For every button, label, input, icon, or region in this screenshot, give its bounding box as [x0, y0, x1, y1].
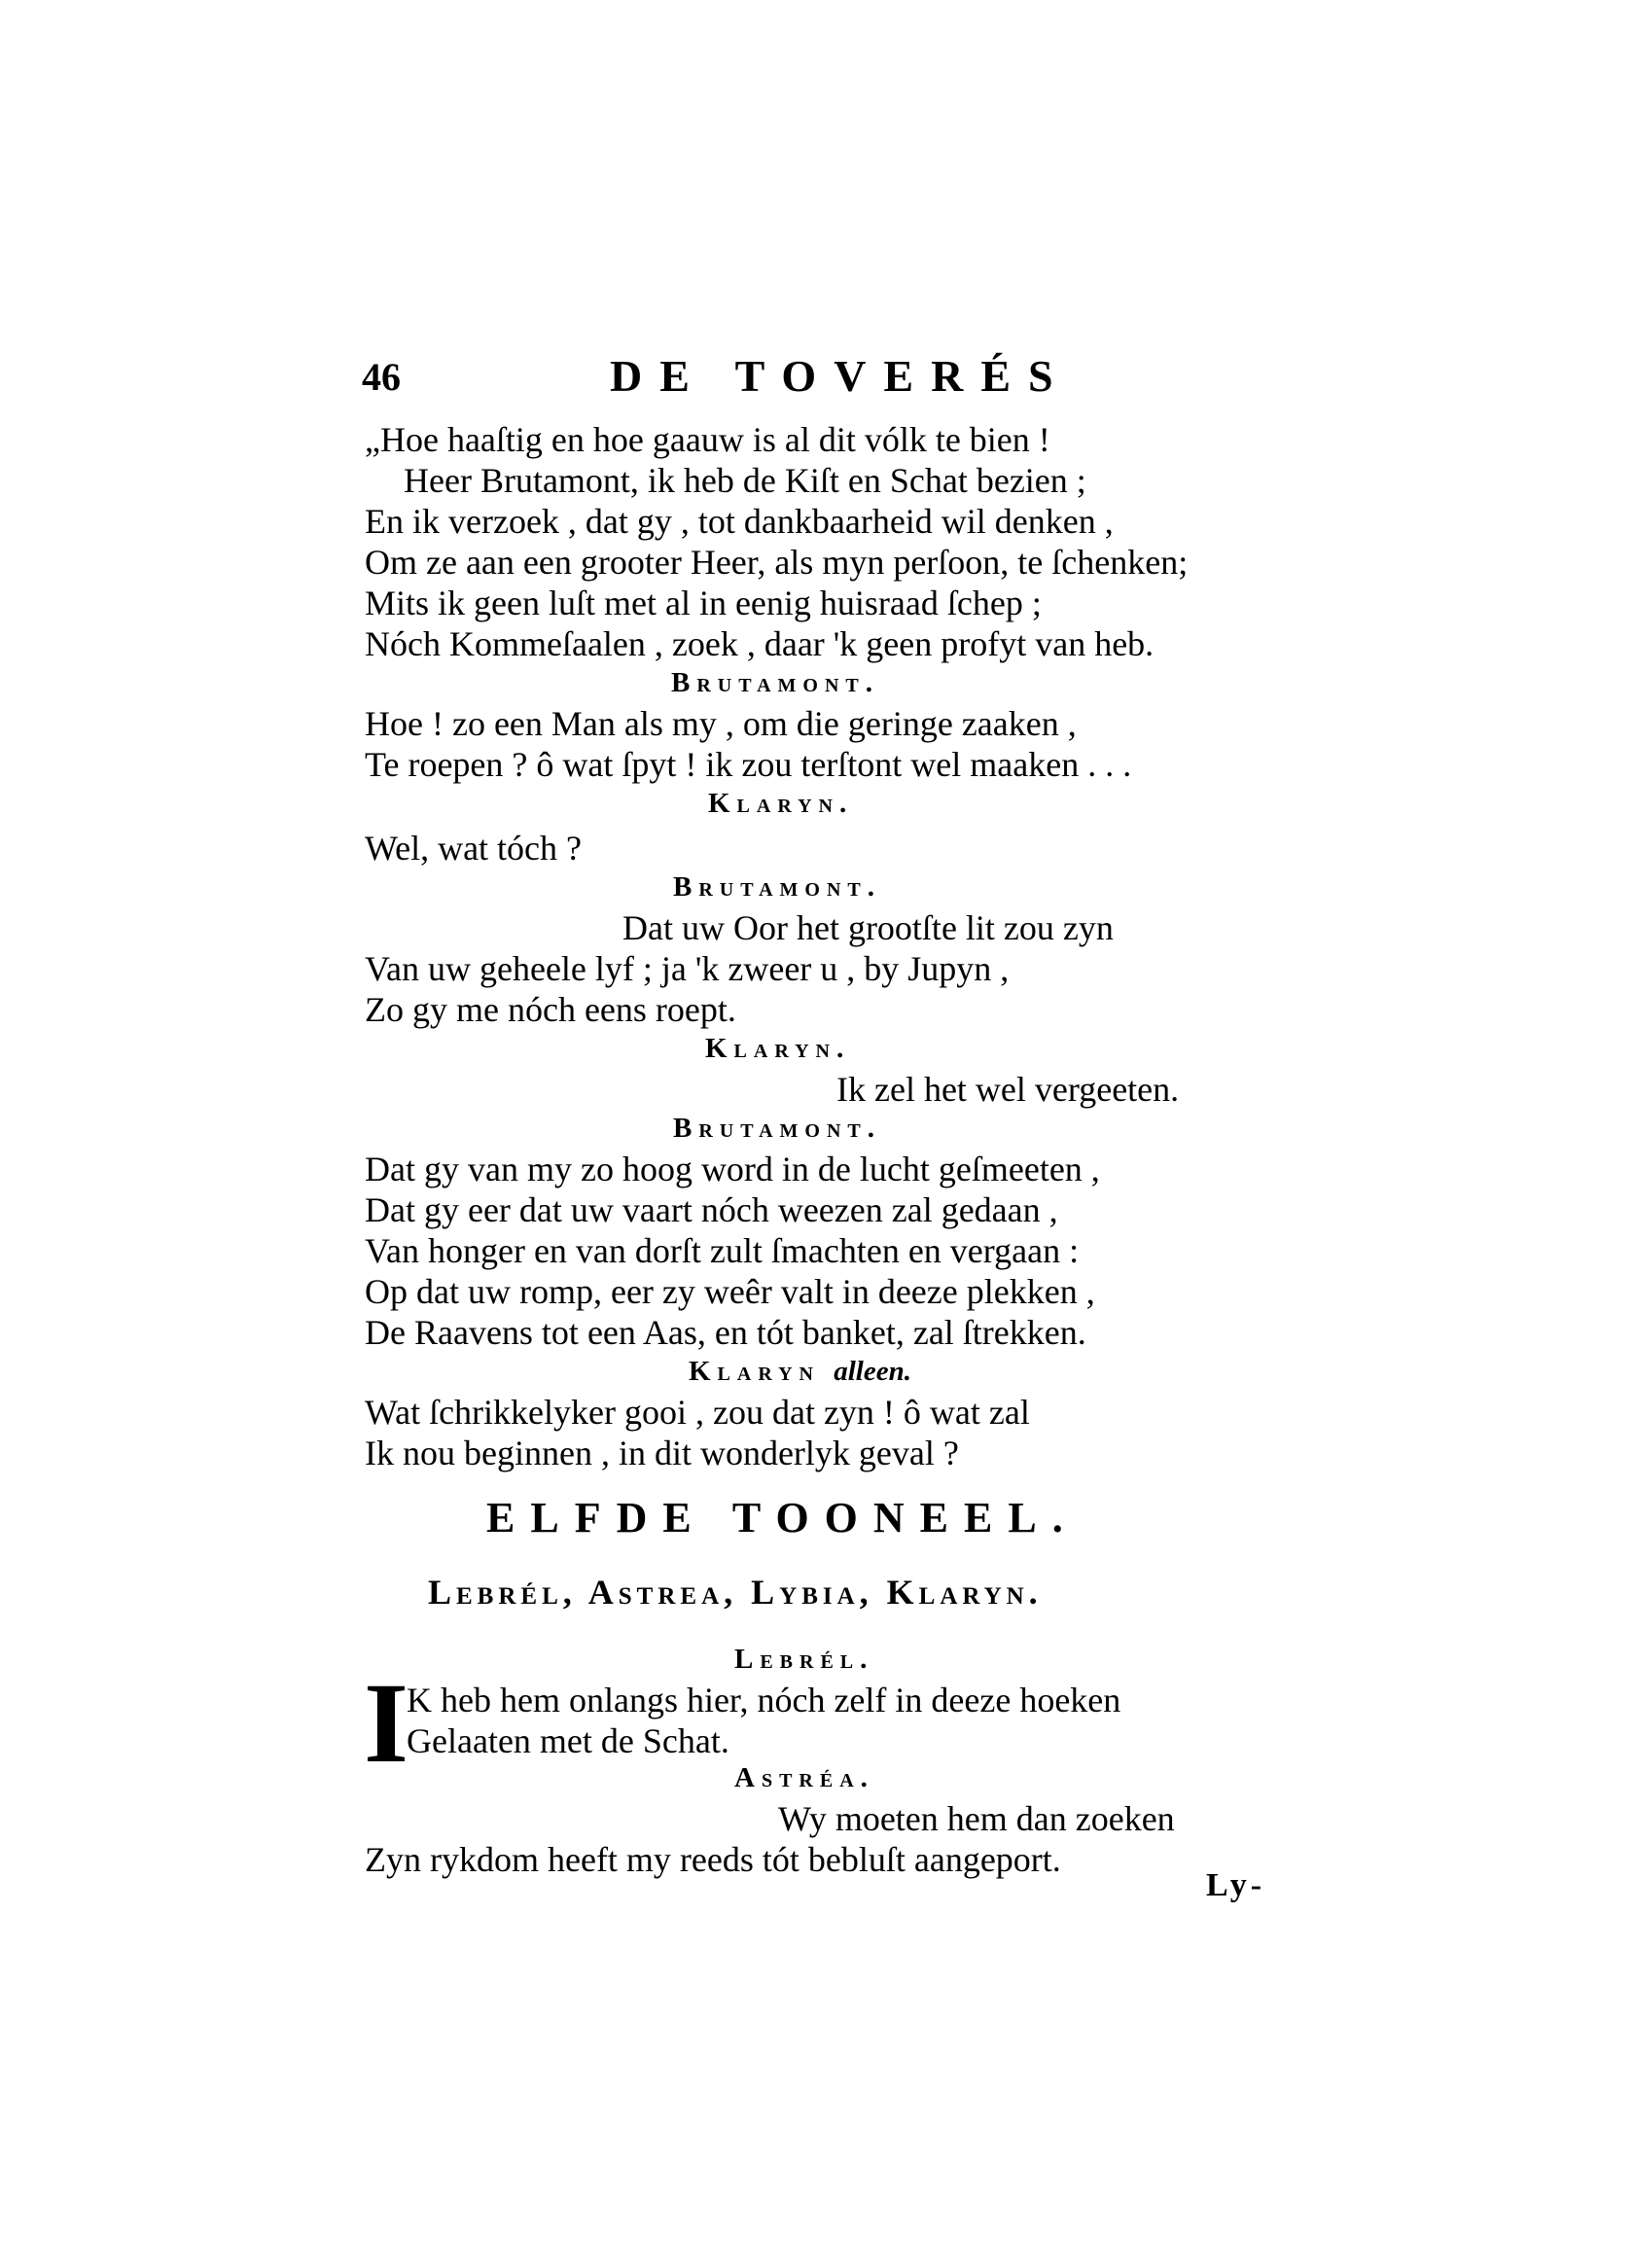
drop-cap: I [364, 1659, 408, 1787]
speaker-name: Klaryn. [708, 788, 854, 819]
running-title: DE TOVERÉS [610, 351, 1071, 401]
verse-line: En ik verzoek , dat gy , tot dankbaarheid wil denken , [365, 502, 1114, 541]
verse-line: Op dat uw romp, eer zy weêr valt in deeze plekken , [365, 1272, 1095, 1311]
speaker-label: Klaryn [689, 1356, 820, 1387]
verse-line: Zyn rykdom heeft my reeds tót bebluſt aangeport. [365, 1840, 1061, 1879]
verse-line: Van honger en van dorſt zult ſmachten en vergaan : [365, 1231, 1080, 1270]
verse-line: Om ze aan een grooter Heer, als myn perſoon, te ſchenken; [365, 543, 1189, 582]
cast-list: Lebrél, Astrea, Lybia, Klaryn. [428, 1573, 1043, 1612]
verse-line: Wy moeten hem dan zoeken [778, 1799, 1175, 1838]
verse-line: Wat ſchrikkelyker gooi , zou dat zyn ! ô wat zal [365, 1393, 1030, 1432]
verse-line: Dat gy van my zo hoog word in de lucht geſmeeten , [365, 1150, 1100, 1188]
verse-line: Heer Brutamont, ik heb de Kiſt en Schat bezien ; [404, 461, 1086, 500]
speaker-name: Lebrél. [734, 1644, 874, 1675]
page-header [362, 350, 1082, 405]
verse-line: De Raavens tot een Aas, en tót banket, zal ſtrekken. [365, 1313, 1086, 1352]
verse-line: Nóch Kommeſaalen , zoek , daar 'k geen profyt van heb. [365, 624, 1154, 663]
scene-title: ELFDE TOONEEL. [486, 1494, 1079, 1542]
speaker-name: Brutamont. [673, 871, 881, 903]
page-number: 46 [362, 355, 401, 399]
verse-line: Van uw geheele lyf ; ja 'k zweer u , by Jupyn , [365, 949, 1010, 988]
speaker-name: Klaryn. [705, 1033, 851, 1064]
verse-line: Gelaaten met de Schat. [407, 1721, 729, 1760]
verse-line: K heb hem onlangs hier, nóch zelf in deeze hoeken [407, 1681, 1121, 1719]
speaker-name: Brutamont. [671, 667, 879, 698]
speaker-name: Brutamont. [673, 1113, 881, 1144]
verse-line: Mits ik geen luſt met al in eenig huisraad ſchep ; [365, 584, 1042, 622]
verse-line: Zo gy me nóch eens roept. [365, 990, 736, 1029]
verse-line: Te roepen ? ô wat ſpyt ! ik zou terſtont wel maaken . . . [365, 745, 1132, 784]
verse-line: Wel, wat tóch ? [365, 829, 583, 868]
speaker-name: Astréa. [734, 1762, 874, 1793]
stage-direction: alleen. [834, 1356, 911, 1387]
verse-line: Ik nou beginnen , in dit wonderlyk geval ? [365, 1434, 959, 1472]
verse-line: Ik zel het wel vergeeten. [836, 1070, 1180, 1109]
verse-line: Hoe ! zo een Man als my , om die geringe zaaken , [365, 704, 1077, 743]
verse-line: „Hoe haaſtig en hoe gaauw is al dit vólk te bien ! [365, 420, 1050, 459]
verse-line: Dat uw Oor het grootſte lit zou zyn [622, 908, 1114, 947]
speaker-name [689, 1356, 911, 1388]
verse-line: Dat gy eer dat uw vaart nóch weezen zal gedaan , [365, 1190, 1058, 1229]
catchword: Ly- [1206, 1867, 1266, 1903]
